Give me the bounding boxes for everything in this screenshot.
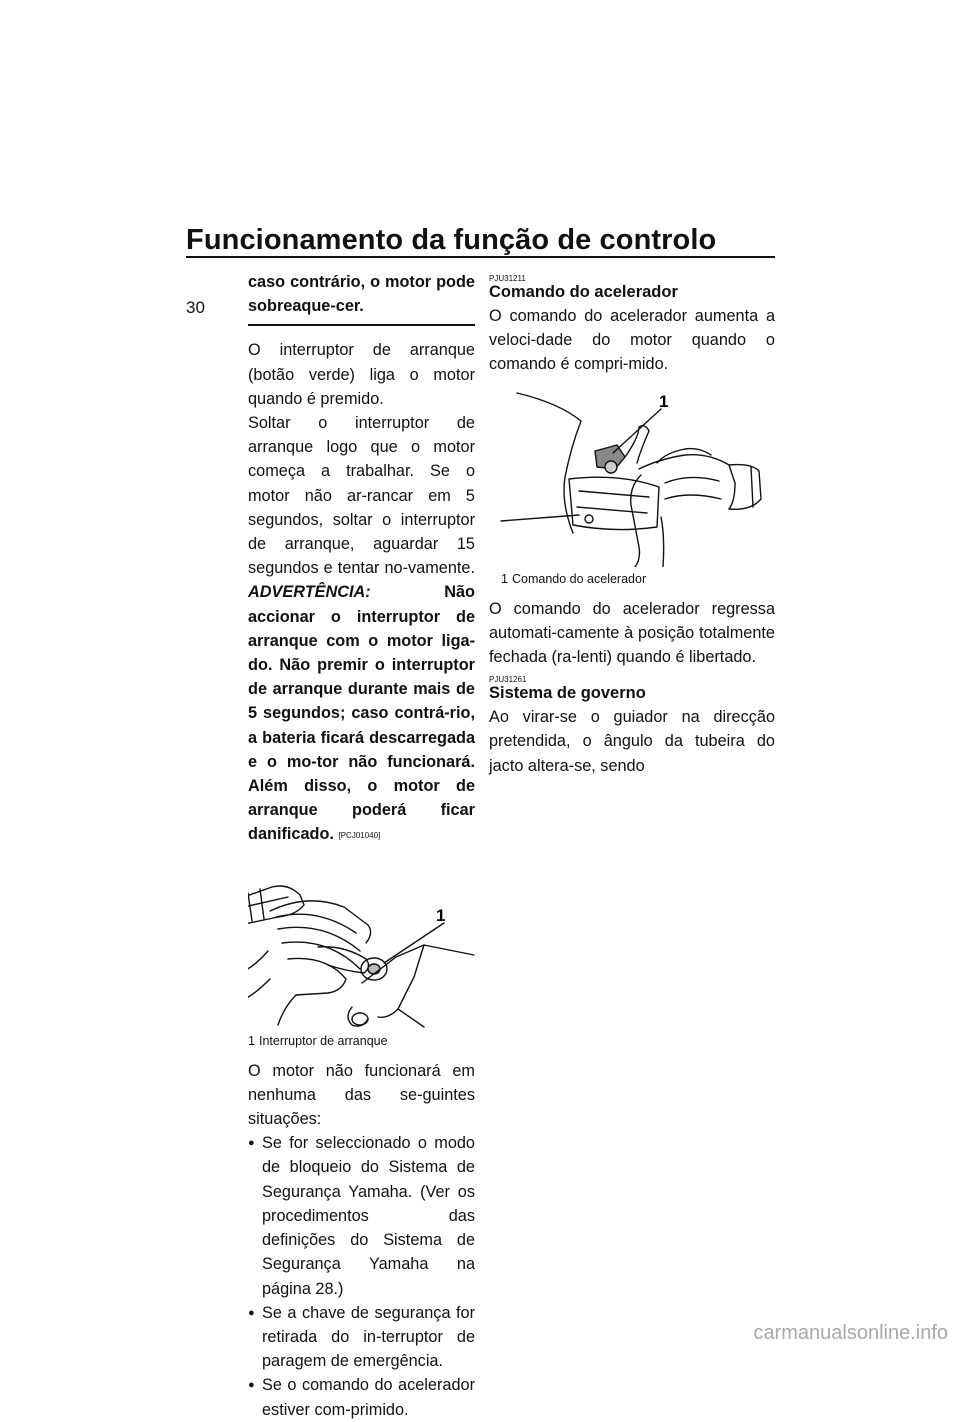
- paragraph-start-switch: O interruptor de arranque (botão verde) liga o motor quando é premido.: [248, 341, 475, 408]
- figure2-caption-number: 1: [501, 571, 508, 586]
- right-column: [489, 270, 775, 778]
- list-item: ● Se for seleccionado o modo de bloqueio do Sistema de Segurança Yamaha. (Ver os procedimentos das definições do Sistema de Segurança Yamaha na página 28.): [248, 1131, 475, 1300]
- warning-rule: [248, 324, 475, 326]
- title-rule: [186, 256, 775, 258]
- section2-heading: Sistema de governo: [489, 684, 646, 703]
- section2-code: PJU31261: [489, 675, 527, 685]
- advertencia-code: [PCJ01040]: [338, 831, 381, 841]
- paragraph-engine-wont-run: O motor não funcionará em nenhuma das se-guintes situações:: [248, 1061, 475, 1129]
- warning-continuation: caso contrário, o motor pode sobreaque-cer.: [248, 273, 475, 316]
- figure2-caption-text: Comando do acelerador: [512, 571, 647, 586]
- figure2-callout: 1: [659, 391, 669, 411]
- figure1-caption-number: 1: [248, 1033, 255, 1048]
- figure2-caption: [501, 571, 775, 587]
- paragraph-release-switch: [248, 411, 475, 849]
- watermark: carmanualsonline.info: [753, 1322, 948, 1344]
- figure1-callout: 1: [436, 905, 446, 925]
- start-switch-figure: [248, 859, 475, 1029]
- paragraph-release-text: Soltar o interruptor de arranque logo que o motor começa a trabalhar. Se o motor não ar-rancar em 5 segundos, soltar o interruptor de arranque, aguardar 15 segundos e tentar no-vamente.: [248, 414, 475, 578]
- section1-code: PJU31211: [489, 274, 526, 283]
- advertencia-text: Não accionar o interruptor de arranque com o motor liga-do. Não premir o interruptor de arranque durante mais de 5 segundos; caso contrá-rio, a bateria ficará descarregada e o mo-tor não funcionará. Além disso, o motor de arranque poderá ficar danificado.: [248, 583, 475, 844]
- conditions-list: [248, 1131, 475, 1421]
- throttle-figure: [489, 387, 775, 567]
- throttle-return-text: O comando do acelerador regressa automati-camente à posição totalmente fechada (ra-lenti) quando é libertado.: [489, 599, 775, 667]
- list-item: ● Se o comando do acelerador estiver com-primido.: [248, 1373, 475, 1421]
- throttle-illustration: [489, 387, 775, 567]
- section1-heading: Comando do acelerador: [489, 283, 678, 301]
- page-number: 30: [186, 298, 205, 317]
- section2-text: Ao virar-se o guiador na direcção pretendida, o ângulo da tubeira do jacto altera-se, sendo: [489, 708, 775, 775]
- left-column: [248, 270, 475, 1422]
- list-item: ● Se a chave de segurança for retirada do in-terruptor de paragem de emergência.: [248, 1301, 475, 1374]
- advertencia-label: ADVERTÊNCIA:: [248, 583, 371, 602]
- page-title: Funcionamento da função de controlo: [186, 224, 717, 256]
- figure1-caption-text: Interruptor de arranque: [259, 1033, 388, 1048]
- section1-text: O comando do acelerador aumenta a veloci-dade do motor quando o comando é compri-mido.: [489, 307, 775, 374]
- figure1-caption: [248, 1033, 475, 1049]
- start-switch-illustration: [248, 859, 475, 1029]
